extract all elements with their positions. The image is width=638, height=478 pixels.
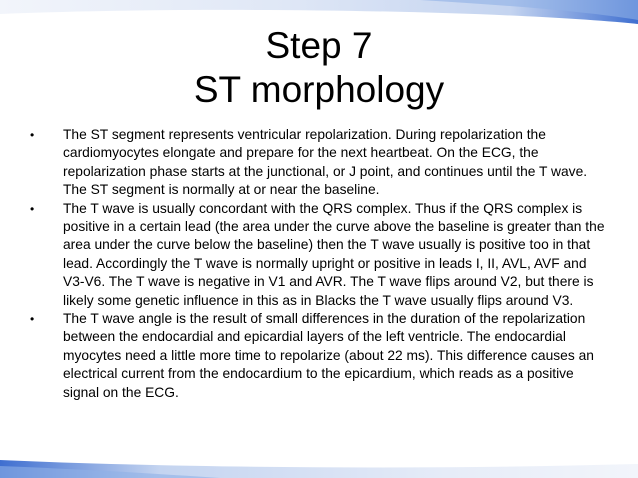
bullet-item: [0, 200, 638, 310]
bullet-icon: •: [30, 312, 35, 327]
bullet-text: The ST segment represents ventricular repolarization. During repolarization the cardiomyocytes elongate and prepare for the next heartbeat. On the ECG, the repolarization phase starts at the junctional, or J point, and continues until the T wave. The ST segment is normally at or near the baseline.: [63, 127, 588, 198]
bullet-list: [0, 126, 638, 402]
bottom-decoration-band: [0, 452, 638, 478]
top-decoration-band: [0, 0, 638, 24]
title-line-2: ST morphology: [193, 69, 445, 110]
bullet-icon: •: [30, 128, 35, 142]
bullet-text: The T wave angle is the result of small differences in the duration of the repolarization between the endocardial and epicardial layers of the left ventricle. The endocardial myocytes need a little more time to repolarize (about 22 ms). This difference causes an electrical current from the endocardium to the epicardium, which reads as a positive signal on the ECG.: [63, 311, 594, 400]
bullet-text: The T wave is usually concordant with the QRS complex. Thus if the QRS complex is positive in a certain lead (the area under the curve above the baseline is greater than the area under the curve below the baseline) then the T wave usually is positive too in that lead. Accordingly the T wave is normally upright or positive in leads I, II, AVL, AVF and V3-V6. The T wave is negative in V1 and AVR. The T wave flips around V2, but there is likely some genetic influence in this as in Blacks the T wave usually flips around V3.: [63, 200, 605, 308]
title-line-1: Step 7: [265, 25, 373, 66]
bullet-item: [0, 310, 638, 402]
slide-title: [0, 24, 638, 112]
bullet-icon: •: [30, 201, 35, 216]
bullet-item: [0, 126, 638, 200]
